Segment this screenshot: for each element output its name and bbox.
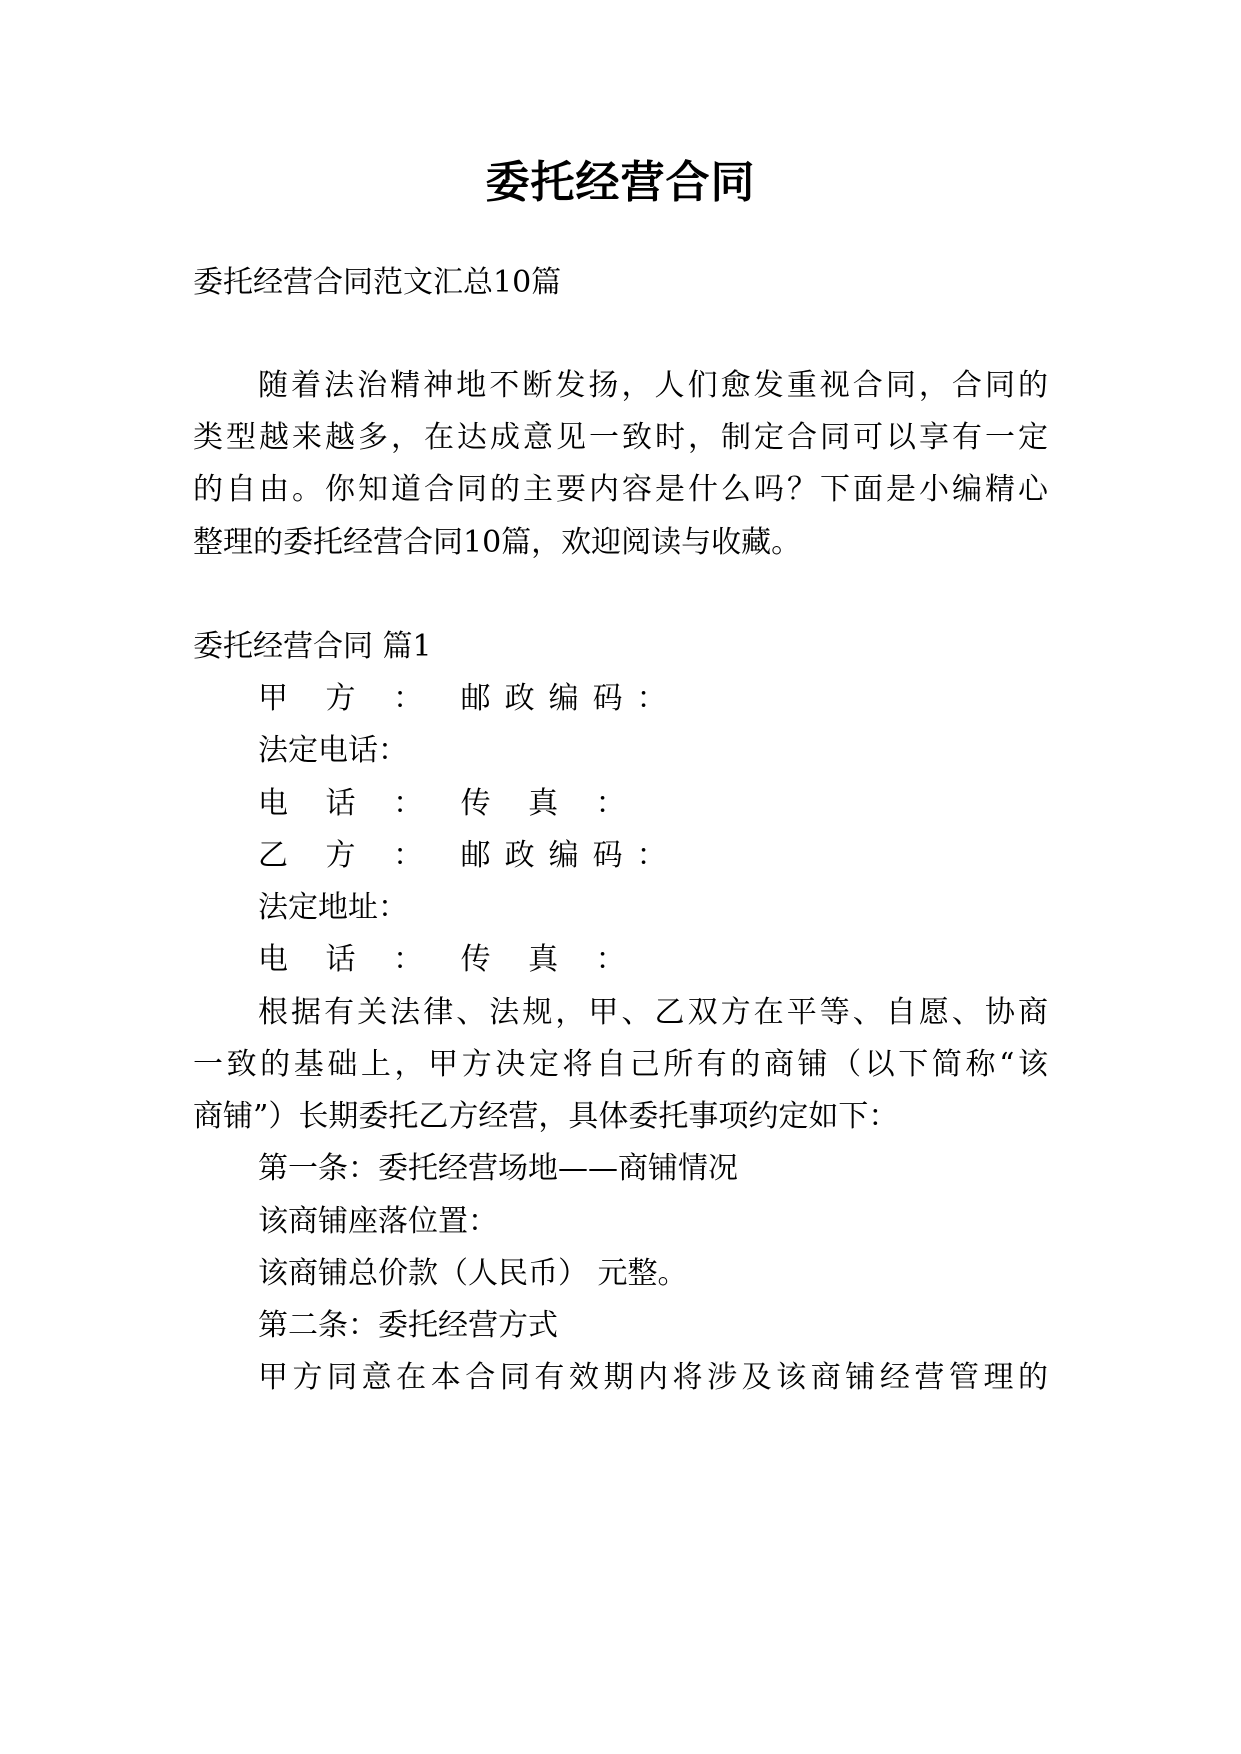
party-a-phone-fax: 电 话 ： 传 真 ： bbox=[258, 786, 640, 821]
article2-heading: 第二条：委托经营方式 bbox=[258, 1308, 558, 1343]
document-subtitle: 委托经营合同范文汇总10篇 bbox=[193, 265, 562, 300]
party-b-line: 乙 方 ： 邮政编码： bbox=[258, 838, 681, 873]
section-heading: 委托经营合同 篇1 bbox=[193, 629, 432, 664]
article2-line-1: 甲方同意在本合同有效期内将涉及该商铺经营管理的 bbox=[258, 1360, 1048, 1395]
intro-line-4: 整理的委托经营合同10篇，欢迎阅读与收藏。 bbox=[193, 525, 802, 560]
party-b-legal-address: 法定地址： bbox=[258, 890, 408, 925]
basis-line-3: 商铺”）长期委托乙方经营，具体委托事项约定如下： bbox=[193, 1099, 899, 1134]
intro-line-3: 的自由。你知道合同的主要内容是什么吗？下面是小编精心 bbox=[193, 472, 1048, 507]
party-a-line: 甲 方 ： 邮政编码： bbox=[258, 681, 681, 716]
article1-heading: 第一条：委托经营场地——商铺情况 bbox=[258, 1151, 738, 1186]
intro-line-2: 类型越来越多，在达成意见一致时，制定合同可以享有一定 bbox=[193, 420, 1048, 455]
party-a-legal-phone: 法定电话： bbox=[258, 733, 408, 768]
basis-line-1: 根据有关法律、法规，甲、乙双方在平等、自愿、协商 bbox=[258, 995, 1048, 1030]
party-b-phone-fax: 电 话 ： 传 真 ： bbox=[258, 942, 640, 977]
intro-line-1: 随着法治精神地不断发扬，人们愈发重视合同，合同的 bbox=[258, 368, 1048, 403]
article1-price: 该商铺总价款（人民币） 元整。 bbox=[258, 1256, 688, 1291]
basis-line-2: 一致的基础上，甲方决定将自己所有的商铺（以下简称“该 bbox=[193, 1047, 1048, 1082]
document-title: 委托经营合同 bbox=[485, 157, 756, 208]
article1-location: 该商铺座落位置： bbox=[258, 1204, 498, 1239]
